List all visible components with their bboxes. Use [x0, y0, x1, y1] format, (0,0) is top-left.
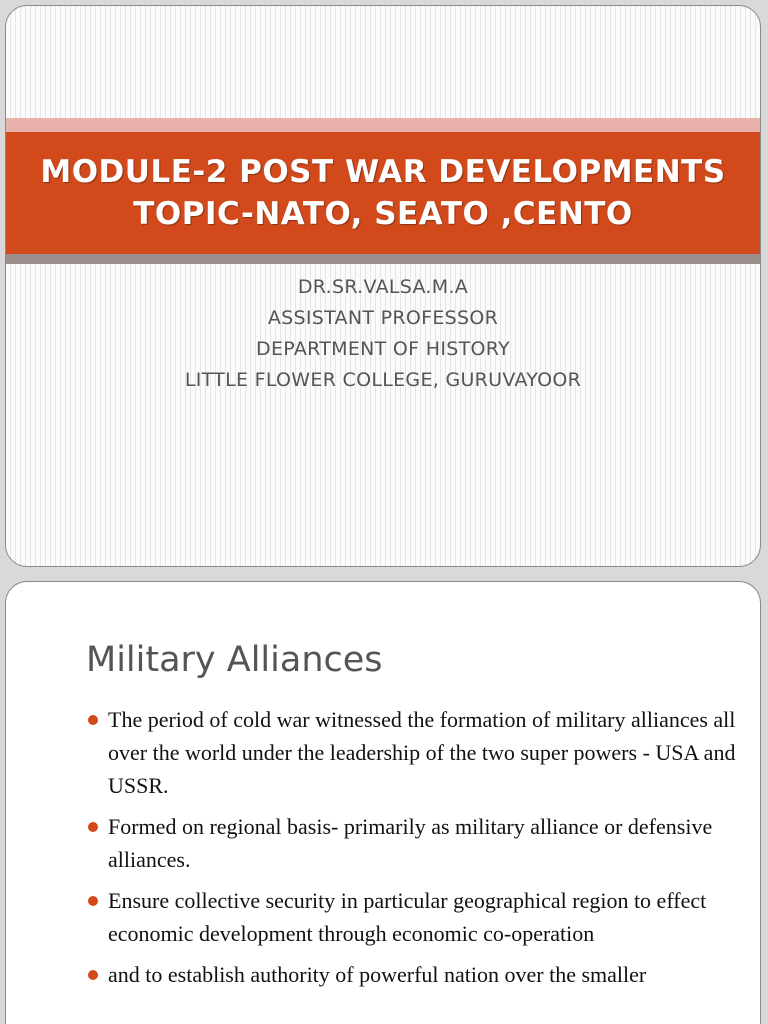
bullet-text: and to establish authority of powerful nation over the smaller: [108, 962, 647, 987]
bullet-item: [86, 810, 736, 876]
title-line-topic: TOPIC-NATO, SEATO ,CENTO: [133, 196, 633, 232]
author-college: LITTLE FLOWER COLLEGE, GURUVAYOOR: [184, 369, 582, 391]
bullet-dot-icon: [88, 970, 98, 980]
slide-heading: Military Alliances: [86, 640, 383, 680]
bullet-text: Formed on regional basis- primarily as military alliance or defensive alliances.: [108, 814, 713, 872]
content-slide: [5, 581, 761, 1024]
author-block: [6, 272, 760, 396]
title-band: [6, 132, 760, 254]
author-name: DR.SR.VALSA.M.A: [297, 276, 469, 298]
author-position: ASSISTANT PROFESSOR: [267, 307, 499, 329]
bullet-text: The period of cold war witnessed the formation of military alliances all over the world under the leadership of the two super powers - USA and USSR.: [108, 707, 736, 798]
bullet-dot-icon: [88, 896, 98, 906]
title-band-highlight: [6, 118, 760, 132]
author-department: DEPARTMENT OF HISTORY: [256, 338, 510, 360]
title-line-module: MODULE-2 POST WAR DEVELOPMENTS: [40, 154, 726, 190]
bullet-list: [86, 703, 736, 999]
bullet-item: [86, 884, 736, 950]
bullet-text: Ensure collective security in particular geographical region to effect economic development through economic co-operation: [108, 888, 707, 946]
bullet-item: [86, 958, 736, 991]
bullet-item: [86, 703, 736, 802]
bullet-dot-icon: [88, 822, 98, 832]
title-band-shadow: [6, 254, 760, 264]
title-slide: [5, 5, 761, 567]
bullet-dot-icon: [88, 715, 98, 725]
